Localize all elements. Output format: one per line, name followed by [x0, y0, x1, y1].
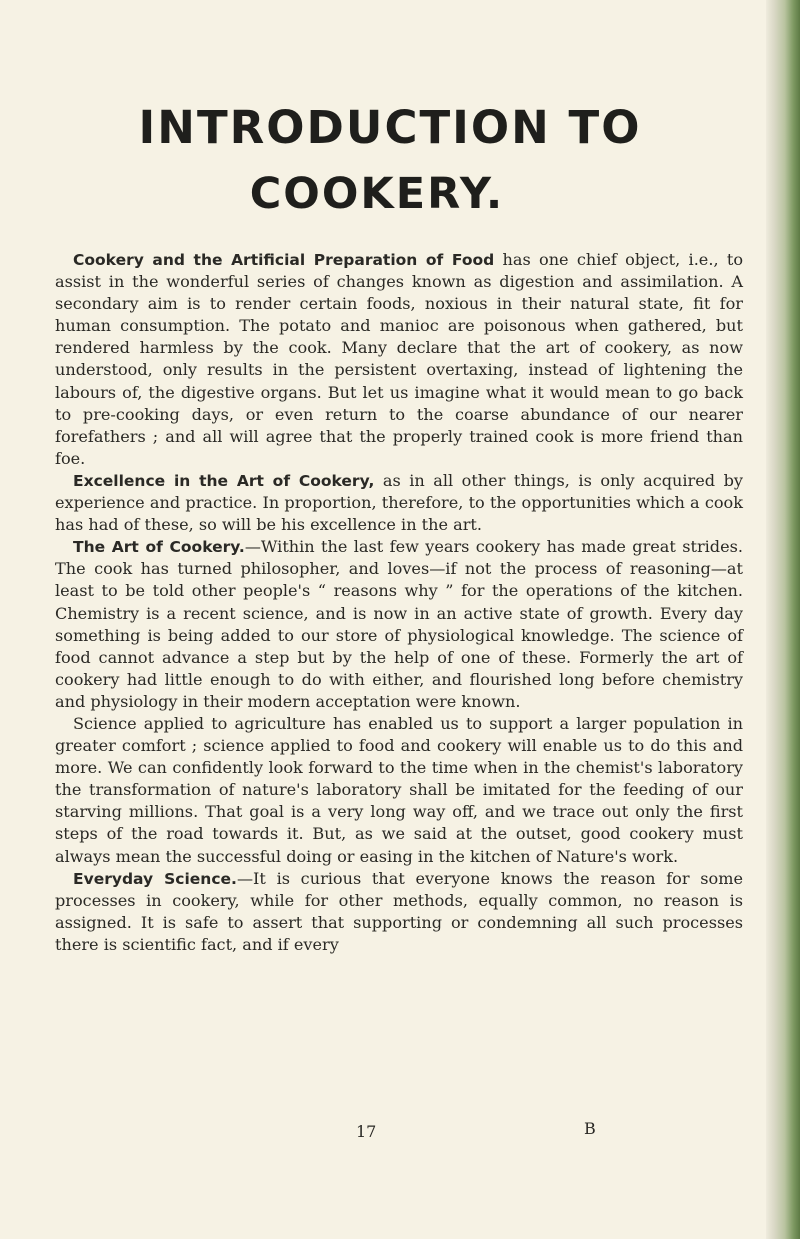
paragraph-art-of-cookery — [55, 536, 743, 713]
paragraph-cookery-artificial-preparation — [55, 249, 743, 470]
paragraph-text: —It is curious that everyone knows the reason for some processes in cookery, while for other methods, equally common, no reason is assigned. It is safe to assert that supporting or condemning all such processes there is scientific fact, and if every — [55, 868, 743, 954]
paragraph-lead: The Art of Cookery. — [73, 538, 245, 557]
paragraph-science-applied — [55, 713, 743, 868]
paragraph-text: —Within the last few years cookery has made great strides. The cook has turned philosopher, and loves—if not the process of reasoning—at least to be told other people's “ reasons why ” for the operations of the kitchen. Chemistry is a recent science, and is now in an active state of growth. Every day something is being added to our store of physiological knowledge. The science of food cannot advance a step but by the help of one of these. Formerly the art of cookery had little enough to do with either, and flourished long before chemistry and physiology in their modern acceptation were known. — [55, 537, 743, 711]
page-edge-shadow — [766, 0, 800, 1239]
chapter-title-line-1: INTRODUCTION TO — [138, 101, 642, 154]
paragraph-text: has one chief object, i.e., to assist in the wonderful series of changes known as digestion and assimilation. A secondary aim is to render certain foods, noxious in their natural state, fit for human consumption. The potato and manioc are poisonous when gathered, but rendered harmless by the cook. Many declare that the art of cookery, as now understood, only results in the persistent overtaxing, instead of lightening the labours of, the digestive organs. But let us imagine what it would mean to go back to pre-cooking days, or even return to the coarse abundance of our nearer forefathers ; and all will agree that the properly trained cook is more friend than foe. — [55, 250, 744, 468]
chapter-title-line-2: COOKERY. — [249, 169, 505, 219]
paragraph-lead: Everyday Science. — [73, 869, 237, 888]
paragraph-text: as in all other things, is only acquired by experience and practice. In proportion, therefore, to the opportunities which a cook has had of these, so will be his excellence in the art. — [55, 470, 743, 535]
page-number: 17 — [356, 1122, 377, 1141]
paragraph-lead: Cookery and the Artificial Preparation of Food — [73, 251, 495, 269]
chapter-body — [55, 249, 743, 956]
paragraph-everyday-science — [55, 868, 743, 956]
paragraph-text: Science applied to agriculture has enabled us to support a larger population in greater comfort ; science applied to food and cookery will enable us to do this and more. We can confidently look forward to the time when in the chemist's laboratory the transformation of nature's laboratory shall be imitated for the feeding of our starving millions. That goal is a very long way off, and we trace out only the first steps of the road towards it. But, as we said at the outset, good cookery must always mean the successful doing or easing in the kitchen of Nature's work. — [55, 713, 743, 866]
paragraph-lead: Excellence in the Art of Cookery, — [73, 471, 375, 490]
signature-mark: B — [584, 1119, 596, 1138]
paragraph-excellence — [55, 470, 743, 536]
